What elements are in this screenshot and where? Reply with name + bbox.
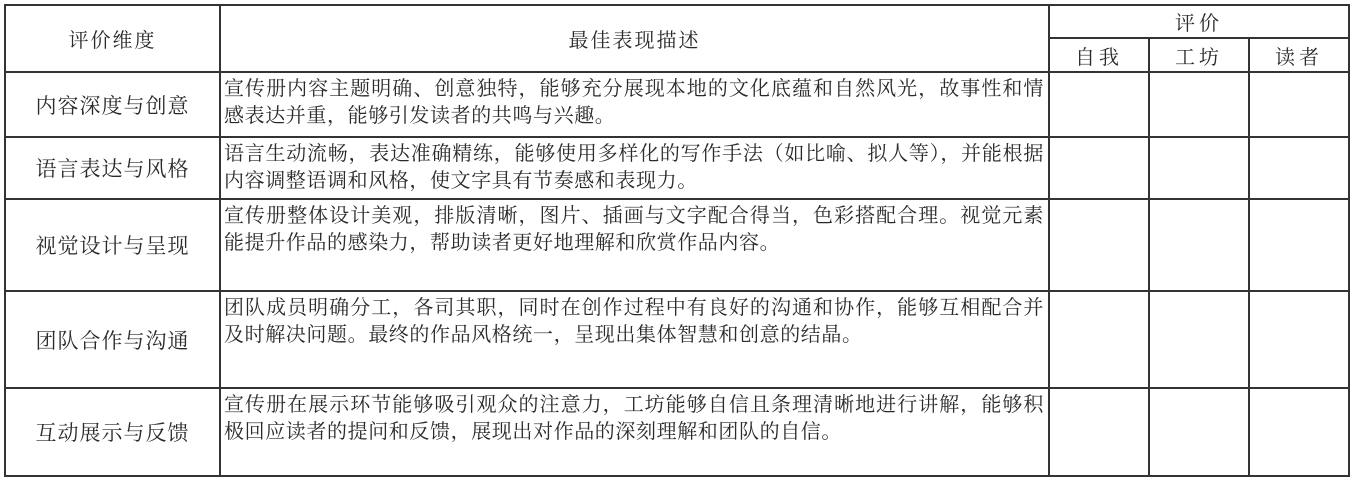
reader-score-cell[interactable] <box>1249 72 1349 137</box>
header-description: 最佳表现描述 <box>220 5 1049 72</box>
self-score-cell[interactable] <box>1049 388 1149 476</box>
header-row-top <box>5 5 1349 38</box>
reader-score-cell[interactable] <box>1249 199 1349 291</box>
header-reader: 读者 <box>1249 38 1349 72</box>
header-dimension: 评价维度 <box>5 5 220 72</box>
workshop-score-cell[interactable] <box>1149 291 1249 388</box>
row-dimension: 内容深度与创意 <box>5 72 220 137</box>
row-description: 宣传册整体设计美观，排版清晰，图片、插画与文字配合得当，色彩搭配合理。视觉元素能提升作品的感染力，帮助读者更好地理解和欣赏作品内容。 <box>220 199 1049 291</box>
reader-score-cell[interactable] <box>1249 388 1349 476</box>
row-dimension: 互动展示与反馈 <box>5 388 220 476</box>
row-description: 宣传册在展示环节能够吸引观众的注意力，工坊能够自信且条理清晰地进行讲解，能够积极回应读者的提问和反馈，展现出对作品的深刻理解和团队的自信。 <box>220 388 1049 476</box>
table-row <box>5 137 1349 199</box>
workshop-score-cell[interactable] <box>1149 137 1249 199</box>
reader-score-cell[interactable] <box>1249 137 1349 199</box>
table-row <box>5 388 1349 476</box>
row-description: 语言生动流畅，表达准确精练，能够使用多样化的写作手法（如比喻、拟人等），并能根据内容调整语调和风格，使文字具有节奏感和表现力。 <box>220 137 1049 199</box>
header-workshop: 工坊 <box>1149 38 1249 72</box>
row-description: 宣传册内容主题明确、创意独特，能够充分展现本地的文化底蕴和自然风光，故事性和情感表达并重，能够引发读者的共鸣与兴趣。 <box>220 72 1049 137</box>
table-row <box>5 72 1349 137</box>
self-score-cell[interactable] <box>1049 199 1149 291</box>
row-dimension: 语言表达与风格 <box>5 137 220 199</box>
workshop-score-cell[interactable] <box>1149 199 1249 291</box>
reader-score-cell[interactable] <box>1249 291 1349 388</box>
workshop-score-cell[interactable] <box>1149 388 1249 476</box>
row-dimension: 团队合作与沟通 <box>5 291 220 388</box>
header-self: 自我 <box>1049 38 1149 72</box>
evaluation-rubric-table <box>4 4 1350 477</box>
table-row <box>5 199 1349 291</box>
header-evaluation: 评价 <box>1049 5 1349 38</box>
self-score-cell[interactable] <box>1049 137 1149 199</box>
workshop-score-cell[interactable] <box>1149 72 1249 137</box>
self-score-cell[interactable] <box>1049 291 1149 388</box>
table-row <box>5 291 1349 388</box>
row-dimension: 视觉设计与呈现 <box>5 199 220 291</box>
row-description: 团队成员明确分工，各司其职，同时在创作过程中有良好的沟通和协作，能够互相配合并及时解决问题。最终的作品风格统一，呈现出集体智慧和创意的结晶。 <box>220 291 1049 388</box>
self-score-cell[interactable] <box>1049 72 1149 137</box>
